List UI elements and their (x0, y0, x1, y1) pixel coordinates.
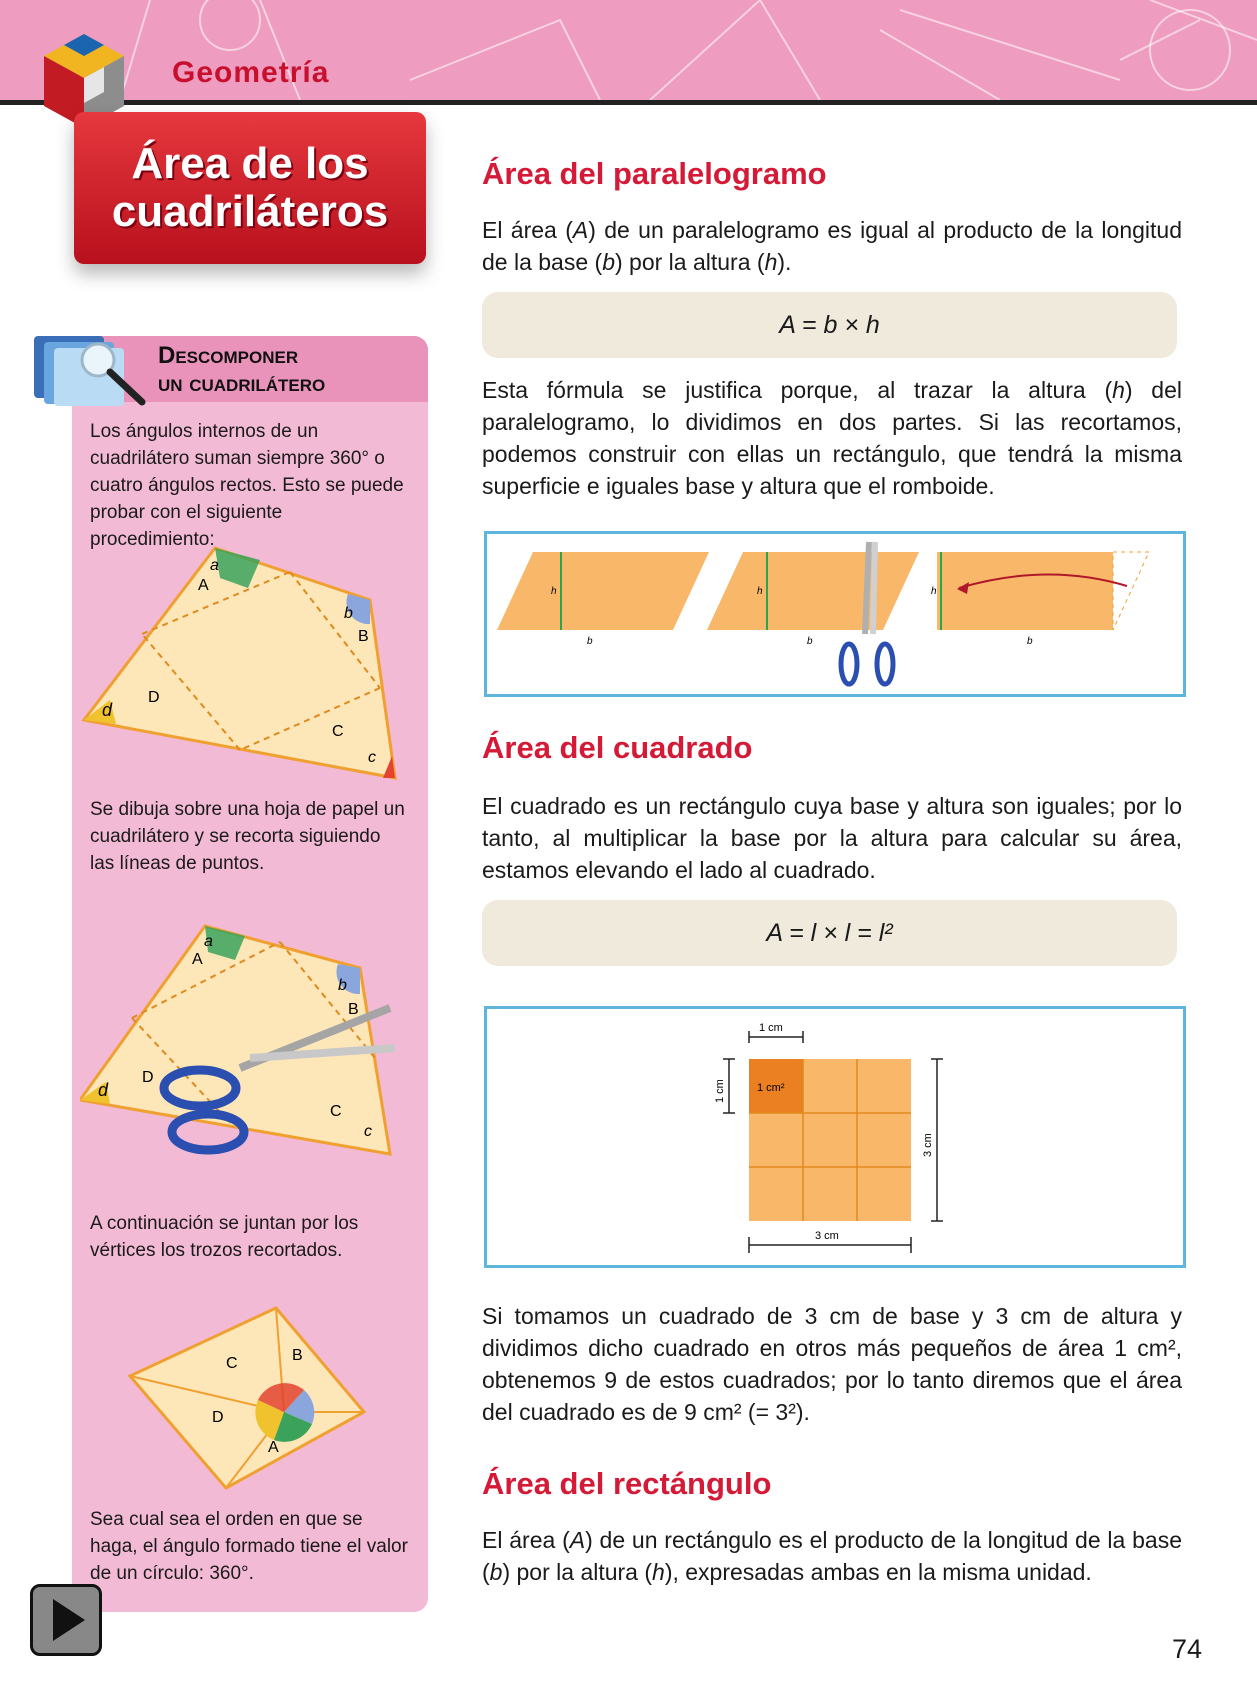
angle-label-d-2: d (98, 1080, 109, 1100)
angle-label-b-2: b (338, 977, 347, 994)
vertex-label-b: B (358, 628, 369, 645)
vertex-label-b-2: B (348, 1001, 359, 1018)
angle-label-b: b (344, 605, 353, 622)
fig-b-label-1: b (587, 636, 593, 647)
play-button[interactable] (30, 1584, 102, 1656)
vertex-label-a-3: A (268, 1439, 279, 1456)
quadrilateral-figure-2 (80, 918, 410, 1168)
angle-label-d: d (102, 700, 113, 720)
page-title (74, 140, 426, 236)
vertex-label-d-2: D (142, 1069, 154, 1086)
vertex-label-a: A (198, 577, 209, 594)
sidebar-text-cut: Se dibuja sobre una hoja de papel un cuadrilátero y se recorta siguiendo las líneas de puntos. (90, 799, 405, 874)
fig-h-label-1: h (551, 586, 557, 597)
parallelogram-figure (484, 531, 1186, 697)
title-box (74, 112, 426, 264)
heading-square: Área del cuadrado (482, 730, 753, 765)
square-figure (484, 1006, 1186, 1268)
title-line-2: cuadriláteros (111, 187, 389, 236)
angle-label-c: c (368, 749, 376, 766)
fig-h-label-2: h (757, 586, 763, 597)
sidebar-heading (158, 342, 325, 398)
parallelogram-definition: El área (A) de un paralelogramo es igual al producto de la longitud de la base (b) por la altura (h). (482, 217, 1182, 275)
square-bottom-label: 3 cm (815, 1230, 839, 1242)
vertex-label-b-3: B (292, 1347, 303, 1364)
vertex-label-a-2: A (192, 951, 203, 968)
title-line-1: Área de los (131, 139, 369, 188)
vertex-label-d-3: D (212, 1409, 224, 1426)
formula-square: A = l × l = l² (482, 900, 1177, 966)
vertex-label-c: C (332, 723, 344, 740)
heading-parallelogram: Área del paralelogramo (482, 156, 827, 191)
angle-label-c-2: c (364, 1123, 372, 1140)
play-icon (33, 1587, 99, 1653)
square-example: Si tomamos un cuadrado de 3 cm de base y 3 cm de altura y dividimos dicho cuadrado en otros más pequeños de área 1 cm², obtenemos 9 de estos cuadrados; por lo tanto diremos que el área del cuadrado es de 9 cm² (= 3²). (482, 1303, 1182, 1425)
vertex-label-d: D (148, 689, 160, 706)
parallelogram-justification: Esta fórmula se justifica porque, al trazar la altura (h) del paralelogramo, lo dividimos en dos partes. Si las recortamos, podemos construir con ellas un rectángulo, que tendrá la misma superficie e iguales base y altura que el romboide. (482, 377, 1182, 499)
fig-b-label-3: b (1027, 636, 1033, 647)
square-top-label: 1 cm (759, 1022, 783, 1034)
folder-magnifier-icon (26, 330, 156, 415)
angle-label-a-2: a (204, 933, 213, 950)
angle-label-a: a (210, 557, 219, 574)
header-rule (0, 100, 1257, 105)
fig-h-label-3: h (931, 586, 937, 597)
square-left-label: 1 cm (714, 1079, 726, 1103)
formula-parallelogram: A = b × h (482, 292, 1177, 358)
square-definition: El cuadrado es un rectángulo cuya base y altura son iguales; por lo tanto, al multiplicar la base por la altura para calcular su área, estamos elevando el lado al cuadrado. (482, 793, 1182, 883)
heading-rectangle: Área del rectángulo (482, 1466, 772, 1501)
page-number: 74 (1172, 1634, 1203, 1664)
fig-b-label-2: b (807, 636, 813, 647)
square-right-label: 3 cm (922, 1133, 934, 1157)
sidebar-text-conclusion: Sea cual sea el orden en que se haga, el ángulo formado tiene el valor de un círculo: 360°. (90, 1509, 408, 1584)
section-label: Geometría (172, 56, 330, 89)
square-cell-label: 1 cm² (757, 1082, 785, 1094)
sidebar-heading-line-1: Descomponer (158, 342, 299, 369)
joined-pieces-figure (124, 1300, 374, 1500)
sidebar-text-intro: Los ángulos internos de un cuadrilátero suman siempre 360° o cuatro ángulos rectos. Esto se puede probar con el siguiente procedimiento: (90, 421, 404, 550)
vertex-label-c-2: C (330, 1103, 342, 1120)
vertex-label-c-3: C (226, 1355, 238, 1372)
quadrilateral-figure-1 (80, 540, 410, 780)
sidebar-text-join: A continuación se juntan por los vértices los trozos recortados. (90, 1213, 359, 1261)
rectangle-definition: El área (A) de un rectángulo es el producto de la longitud de la base (b) por la altura (h), expresadas ambas en la misma unidad. (482, 1527, 1182, 1585)
sidebar-heading-line-2: un cuadrilátero (158, 370, 326, 397)
